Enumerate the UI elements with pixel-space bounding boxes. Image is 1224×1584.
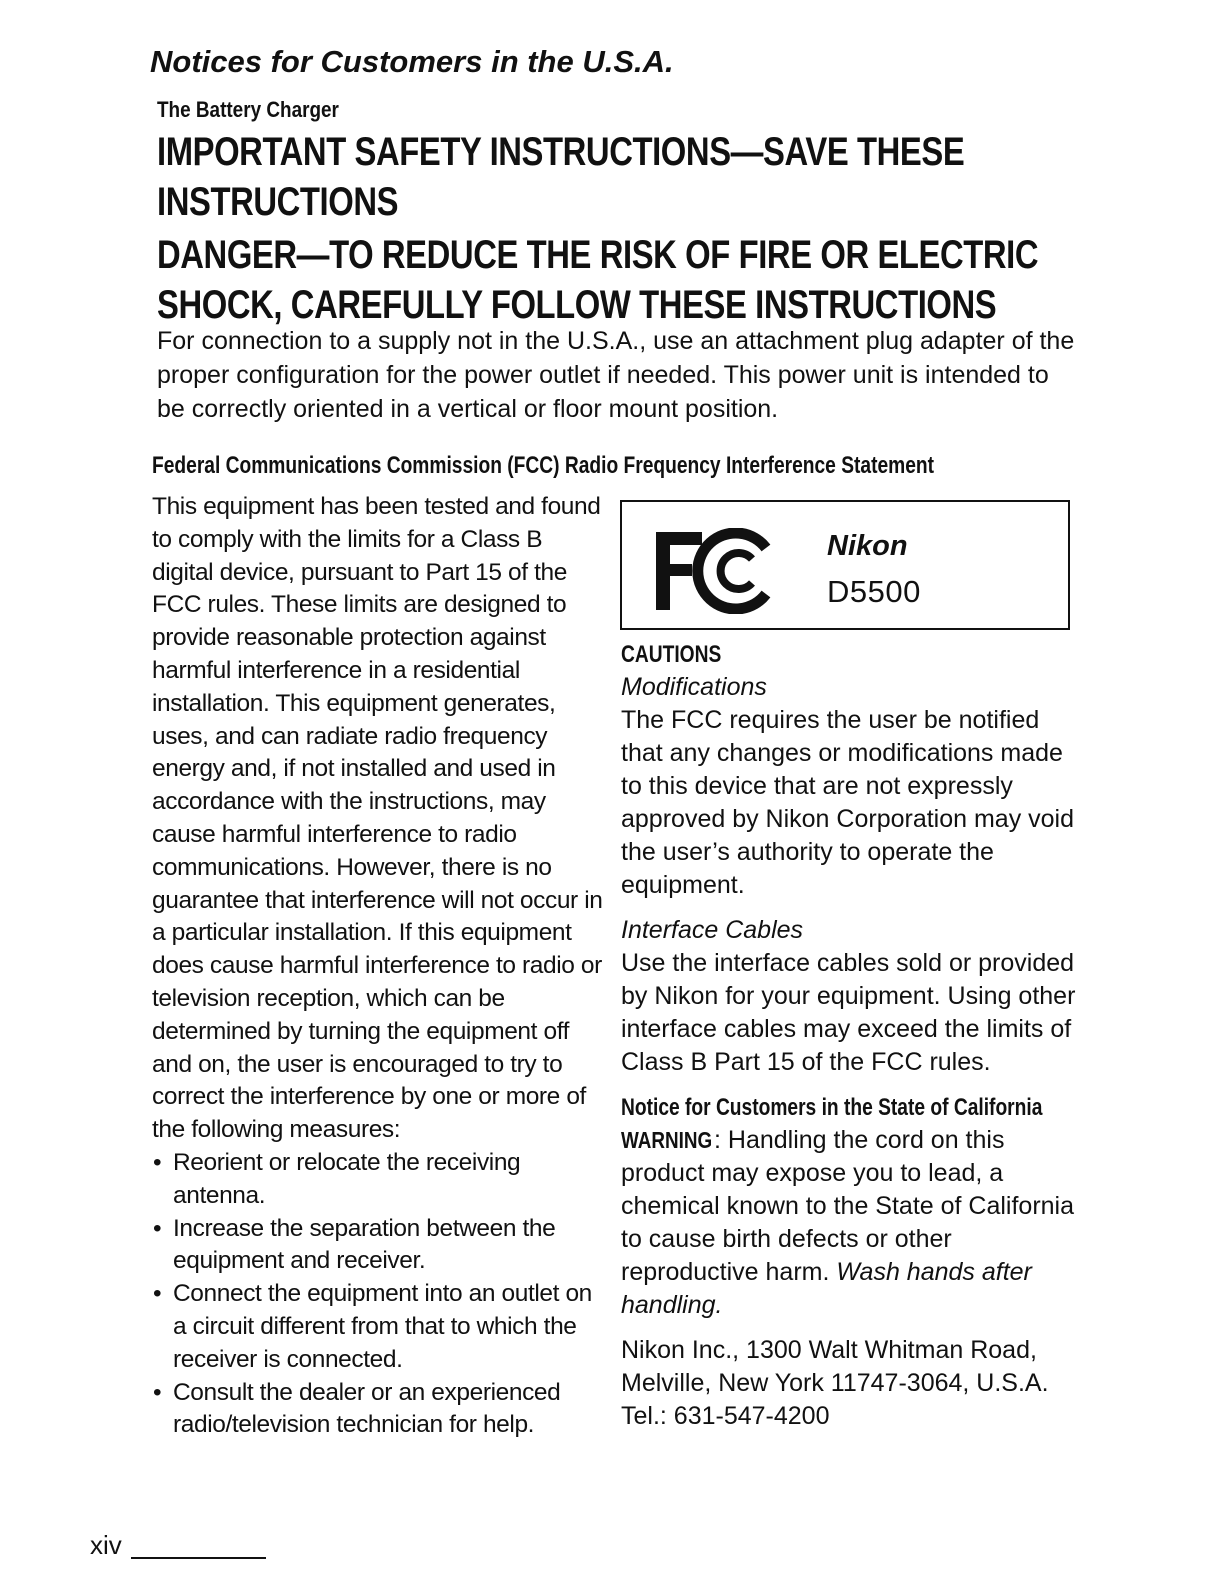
danger-heading-line-2: SHOCK, CAREFULLY FOLLOW THESE INSTRUCTIONS [157, 283, 997, 327]
address-tel: Tel.: 631-547-4200 [621, 1402, 830, 1430]
danger-heading-line-1: DANGER—TO REDUCE THE RISK OF FIRE OR ELECTRIC [157, 233, 1039, 277]
fcc-logo-icon [654, 528, 774, 614]
interface-cables-text: Use the interface cables sold or provided by Nikon for your equipment. Using other interface cables may exceed the limits of Class B Part 15 of the FCC rules. [621, 949, 1076, 1076]
warning-text: : Handling the cord on this product may expose you to lead, a chemical known to the State of California to cause birth defects or other reproductive harm. [621, 1126, 1075, 1286]
measure-item: • Reorient or relocate the receiving antenna. [152, 1147, 607, 1213]
warning-label: WARNING [621, 1127, 713, 1153]
connection-paragraph: For connection to a supply not in the U.S.A., use an attachment plug adapter of the proper configuration for the power outlet if needed. This power unit is intended to be correctly oriented in a vertical or floor mount position. [157, 327, 1075, 423]
modifications-text: The FCC requires the user be notified that any changes or modifications made to this device that are not expressly approved by Nikon Corporation may void the user’s authority to operate the equipment. [621, 706, 1075, 899]
measure-item: • Increase the separation between the equipment and receiver. [152, 1213, 607, 1279]
california-heading: Notice for Customers in the State of California [621, 1094, 1043, 1121]
modifications-title: Modifications [621, 673, 767, 701]
measures-list [152, 1147, 607, 1442]
page-number: xiv [90, 1530, 122, 1560]
model-name: D5500 [827, 574, 921, 609]
safety-heading-line-1: IMPORTANT SAFETY INSTRUCTIONS—SAVE THESE [157, 130, 965, 174]
california-warning [621, 1124, 1081, 1322]
cautions-column [621, 638, 1081, 1433]
address-line-1: Nikon Inc., 1300 Walt Whitman Road, [621, 1336, 1037, 1364]
measure-item: • Connect the equipment into an outlet on a circuit different from that to which the receiver is connected. [152, 1278, 607, 1376]
notices-title: Notices for Customers in the U.S.A. [150, 44, 674, 79]
safety-heading [157, 127, 964, 227]
fcc-statement-column [152, 491, 607, 1442]
footer-rule [131, 1557, 266, 1559]
interface-cables-title: Interface Cables [621, 916, 804, 944]
measure-item: • Consult the dealer or an experienced radio/television technician for help. [152, 1377, 607, 1443]
fcc-heading: Federal Communications Commission (FCC) Radio Frequency Interference Statement [152, 452, 935, 479]
danger-heading [157, 230, 1038, 330]
wash-hands-text: Wash hands after handling. [621, 1258, 1032, 1319]
safety-heading-line-2: INSTRUCTIONS [157, 180, 399, 224]
fcc-label-box [620, 500, 1070, 630]
fcc-statement: This equipment has been tested and found to comply with the limits for a Class B digital device, pursuant to Part 15 of the FCC rules. These limits are designed to provide reasonable protection against harmful interference in a residential installation. This equipment generates, uses, and can radiate radio frequency energy and, if not installed and used in accordance with the instructions, may cause harmful interference to radio communications. However, there is no guarantee that interference will not occur in a particular installation. If this equipment does cause harmful interference to radio or television reception, which can be determined by turning the equipment off and on, the user is encouraged to try to correct the interference by one or more of the following measures: [152, 493, 603, 1144]
battery-charger-heading: The Battery Charger [157, 97, 339, 122]
cautions-heading: CAUTIONS [621, 641, 722, 668]
address-line-2: Melville, New York 11747-3064, U.S.A. [621, 1369, 1049, 1397]
brand-name: Nikon [827, 530, 908, 562]
